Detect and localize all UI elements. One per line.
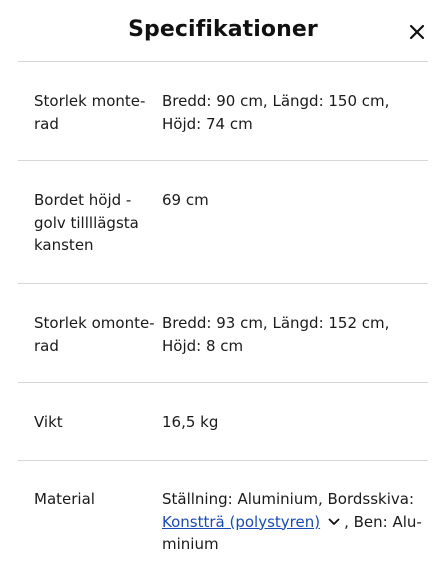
- spec-label-line: Storlek monte-: [34, 92, 146, 110]
- spec-label-line: rad: [34, 114, 59, 133]
- spec-value: [162, 488, 428, 556]
- spec-value-line: Höjd: 74 cm: [162, 114, 253, 133]
- row-divider: [18, 460, 428, 461]
- material-expand-button[interactable]: [328, 518, 340, 526]
- row-divider: [18, 283, 428, 284]
- spec-label: [34, 312, 156, 357]
- material-link[interactable]: Konstträ (polystyren): [162, 512, 321, 531]
- spec-label: [34, 189, 156, 257]
- close-icon: [406, 21, 428, 43]
- spec-value-line: Bredd: 90 cm, Längd: 150 cm,: [162, 92, 390, 110]
- spec-label-line: Storlek omonte-: [34, 314, 155, 332]
- spec-value-line: Ställning: Aluminium, Bordsskiva:: [162, 490, 414, 508]
- chevron-down-icon: [328, 518, 340, 526]
- spec-value-line: Bredd: 93 cm, Längd: 152 cm,: [162, 314, 390, 332]
- dialog-header: [0, 0, 446, 62]
- close-button[interactable]: [406, 21, 428, 43]
- row-divider: [18, 382, 428, 383]
- spec-value-line: Höjd: 8 cm: [162, 336, 244, 355]
- spec-value: [162, 312, 428, 357]
- spec-value: [162, 189, 428, 212]
- spec-value-line: minium: [162, 535, 219, 553]
- dialog-title: Specifikationer: [128, 17, 318, 42]
- spec-label-line: Material: [34, 490, 95, 508]
- spec-value-line: 16,5 kg: [162, 413, 219, 431]
- spec-label-line: rad: [34, 336, 59, 355]
- spec-label-line: Vikt: [34, 413, 63, 431]
- spec-value: [162, 411, 428, 434]
- spec-value-text: , Ben: Alu-: [344, 512, 422, 531]
- spec-label: [34, 90, 156, 135]
- row-divider: [18, 160, 428, 161]
- spec-label: [34, 488, 156, 511]
- spec-label: [34, 411, 156, 434]
- spec-value-line: 69 cm: [162, 191, 209, 209]
- spec-label-line: golv tillllägsta: [34, 213, 139, 232]
- header-divider: [18, 61, 428, 62]
- spec-label-line: kansten: [34, 236, 94, 254]
- spec-label-line: Bordet höjd -: [34, 191, 132, 209]
- spec-value: [162, 90, 428, 135]
- spec-value-line: [162, 511, 428, 534]
